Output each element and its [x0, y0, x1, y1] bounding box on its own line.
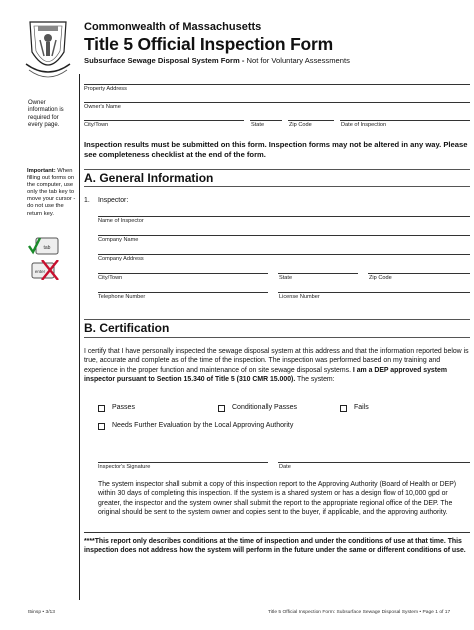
- massachusetts-seal-image: [24, 18, 72, 84]
- return-key-x-icon: [28, 260, 60, 280]
- svg-text:enter: enter: [34, 269, 46, 274]
- signature-line[interactable]: [98, 462, 268, 463]
- inspector-name-line[interactable]: [98, 216, 470, 217]
- section-b-bottom-rule: [84, 337, 470, 338]
- owner-zip-line[interactable]: [288, 120, 334, 121]
- inspector-state-line[interactable]: [278, 273, 358, 274]
- telephone-line[interactable]: [98, 292, 268, 293]
- important-text: When filling out forms on the computer, use only the tab key to move your cursor - do not use the return key.: [27, 168, 76, 217]
- left-margin-divider: [79, 74, 80, 600]
- further-evaluation-checkbox[interactable]: [98, 423, 105, 430]
- disclaimer-rule: [84, 532, 470, 533]
- subtitle-bold: Subsurface Sewage Disposal System Form -: [84, 56, 245, 65]
- inspector-zip-label: Zip Code: [369, 275, 392, 281]
- certification-text: [84, 347, 470, 384]
- property-address-label: Property Address: [84, 86, 127, 92]
- owner-state-line[interactable]: [250, 120, 282, 121]
- conditionally-passes-checkbox[interactable]: [218, 405, 225, 412]
- item-number: 1.: [84, 197, 90, 204]
- section-b-top-rule: [84, 319, 470, 320]
- company-address-label: Company Address: [98, 256, 144, 262]
- certification-bold: I am a DEP approved system inspector pursuant to Section 15.340 of Title 5 (310 CMR 15.000).: [84, 366, 447, 383]
- certification-end: The system:: [295, 375, 335, 383]
- owners-name-line[interactable]: [84, 102, 470, 103]
- commonwealth-heading: Commonwealth of Massachusetts: [84, 21, 262, 33]
- svg-text:tab: tab: [43, 245, 51, 251]
- owner-city-line[interactable]: [84, 120, 244, 121]
- tab-key-check-icon: [28, 236, 60, 256]
- section-a-bottom-rule: [84, 186, 470, 187]
- inspector-city-label: City/Town: [98, 275, 123, 281]
- signature-date-line[interactable]: [278, 462, 470, 463]
- footer-page-info: Title 5 Official Inspection Form: Subsurface Sewage Disposal System • Page 1 of 17: [268, 610, 451, 615]
- form-title: Title 5 Official Inspection Form: [84, 34, 334, 54]
- footer-form-code: t5insp • 3/13: [28, 610, 55, 615]
- telephone-label: Telephone Number: [98, 294, 146, 300]
- section-b-title: B. Certification: [84, 321, 170, 335]
- subtitle-rest: Not for Voluntary Assessments: [244, 56, 350, 65]
- important-note: [27, 168, 77, 218]
- inspector-state-label: State: [279, 275, 293, 281]
- property-address-line[interactable]: [84, 84, 470, 85]
- passes-checkbox[interactable]: [98, 405, 105, 412]
- license-label: License Number: [279, 294, 320, 300]
- further-evaluation-label: Needs Further Evaluation by the Local Approving Authority: [112, 422, 294, 429]
- submission-notice: Inspection results must be submitted on this form. Inspection forms may not be altered in any way. Please see completeness checklist at the end of the form.: [84, 140, 468, 159]
- fails-checkbox[interactable]: [340, 405, 347, 412]
- owner-inspection-date-line[interactable]: [340, 120, 470, 121]
- inspector-zip-line[interactable]: [368, 273, 470, 274]
- important-label: Important:: [27, 168, 56, 174]
- submission-instructions: The system inspector shall submit a copy of this inspection report to the Approving Authority (Board of Health or DEP) within 30 days of completing this inspection. If the system is a shared system or has a design flow of 10,000 gpd or greater, the inspector and the system owner shall submit the report to the appropriate regional office of the DEP. The original should be sent to the system owner and copies sent to the buyer, if applicable, and the approving authority.: [98, 481, 457, 516]
- company-name-line[interactable]: [98, 235, 470, 236]
- form-subtitle: [84, 56, 350, 65]
- inspector-city-line[interactable]: [98, 273, 268, 274]
- owner-state-label: State: [251, 122, 265, 128]
- conditionally-passes-label: Conditionally Passes: [232, 404, 297, 411]
- section-a-title: A. General Information: [84, 171, 214, 185]
- fails-label: Fails: [354, 404, 369, 411]
- disclaimer-text: ****This report only describes conditions at the time of inspection and under the conditions of use at that time. This inspection does not address how the system will perform in the future under the same or different conditions of use.: [84, 538, 466, 555]
- signature-label: Inspector's Signature: [98, 464, 151, 470]
- owner-zip-label: Zip Code: [289, 122, 312, 128]
- license-line[interactable]: [278, 292, 470, 293]
- inspector-heading: Inspector:: [98, 197, 129, 204]
- section-a-top-rule: [84, 169, 470, 170]
- owner-city-label: City/Town: [84, 122, 109, 128]
- owners-name-label: Owner's Name: [84, 104, 121, 110]
- company-address-line[interactable]: [98, 254, 470, 255]
- passes-label: Passes: [112, 404, 135, 411]
- company-name-label: Company Name: [98, 237, 139, 243]
- owner-info-note: Owner information is required for every page.: [28, 100, 64, 129]
- owner-inspection-date-label: Date of Inspection: [341, 122, 387, 128]
- signature-date-label: Date: [279, 464, 291, 470]
- certification-main: I certify that I have personally inspected the sewage disposal system at this address and that the information reported below is true, accurate and complete as of the time of the inspection. The inspection was performed based on my training and experience in the proper function and maintenance of on site sewage disposal systems.: [84, 348, 469, 374]
- inspector-name-label: Name of Inspector: [98, 218, 144, 224]
